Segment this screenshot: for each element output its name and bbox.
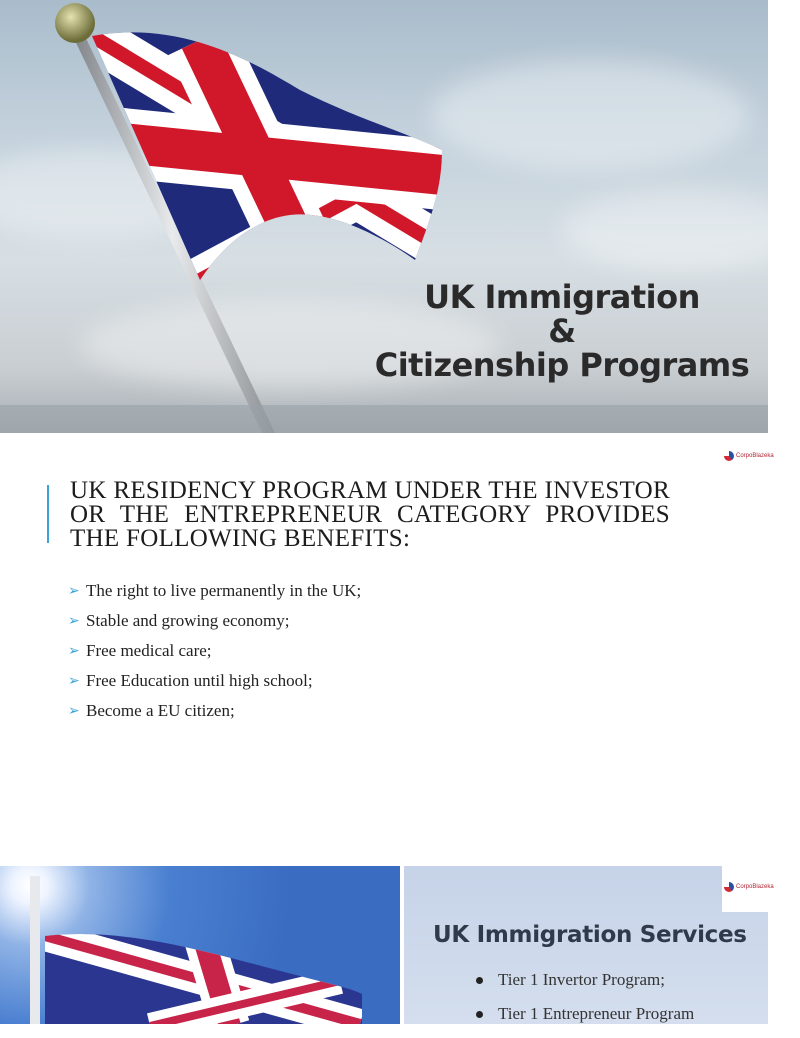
services-list: [476, 970, 694, 1038]
service-text: Tier 1 Entrepreneur Program: [498, 1004, 695, 1023]
logo-mark-icon: [724, 451, 734, 461]
benefit-text: Free medical care;: [86, 641, 212, 660]
company-logo-box: [722, 866, 774, 912]
list-item: [476, 970, 694, 1004]
list-item: [68, 696, 361, 726]
slide-cover: [0, 0, 768, 433]
list-item: [68, 636, 361, 666]
bullet-icon: [476, 977, 483, 984]
accent-bar: [47, 485, 49, 543]
cover-title: [372, 280, 752, 382]
bullet-icon: [476, 1011, 483, 1018]
benefit-text: Free Education until high school;: [86, 671, 313, 690]
slide-services: [0, 866, 774, 1024]
benefit-text: The right to live permanently in the UK;: [86, 581, 362, 600]
cover-title-line-3: Citizenship Programs: [374, 346, 750, 384]
arrow-right-icon: ➢: [68, 613, 80, 629]
list-item: [68, 606, 361, 636]
benefit-text: Become a EU citizen;: [86, 701, 235, 720]
benefits-heading: UK RESIDENCY PROGRAM UNDER THE INVESTOR OR THE ENTREPRENEUR CATEGORY PROVIDES THE FOLLOWING BENEFITS:: [70, 477, 670, 552]
arrow-right-icon: ➢: [68, 643, 80, 659]
arrow-right-icon: ➢: [68, 673, 80, 689]
cover-title-line-2: &: [548, 312, 576, 350]
slide-benefits: [0, 433, 774, 866]
benefits-list: [68, 576, 361, 726]
arrow-right-icon: ➢: [68, 703, 80, 719]
services-title: UK Immigration Services: [433, 922, 747, 948]
union-jack-flag: [0, 866, 400, 1024]
benefit-text: Stable and growing economy;: [86, 611, 290, 630]
company-logo: [724, 882, 774, 892]
logo-mark-icon: [724, 882, 734, 892]
logo-text: CorpoBlazeka: [736, 884, 774, 890]
logo-text: CorpoBlazeka: [736, 453, 774, 459]
flag-pole: [30, 876, 40, 1024]
company-logo: [724, 451, 774, 461]
cover-title-line-1: UK Immigration: [424, 278, 700, 316]
arrow-right-icon: ➢: [68, 583, 80, 599]
list-item: [476, 1004, 694, 1038]
service-text: Tier 1 Invertor Program;: [498, 970, 665, 989]
list-item: [68, 576, 361, 606]
flag-photo: [0, 866, 400, 1024]
list-item: [68, 666, 361, 696]
pole-finial: [55, 3, 95, 43]
